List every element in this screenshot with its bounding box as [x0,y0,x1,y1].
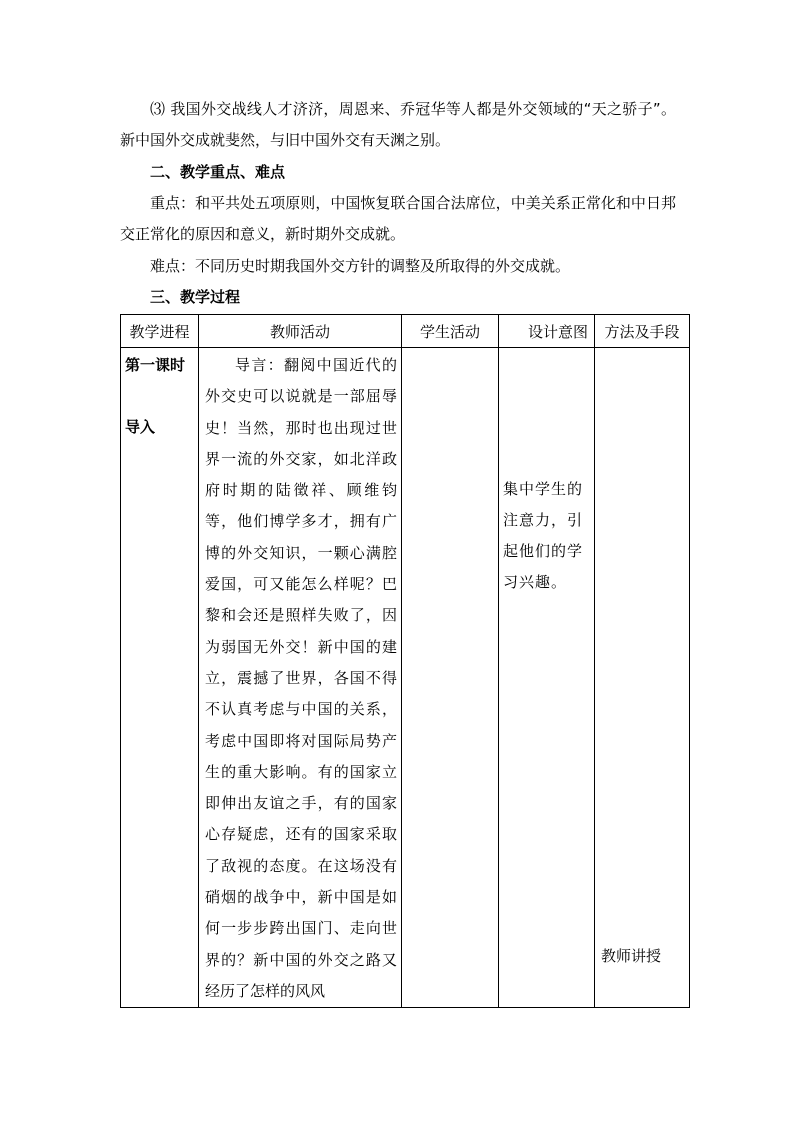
stage-cell [121,348,199,1008]
section-heading-process: 三、教学过程 [150,288,241,306]
teaching-process-table [120,314,690,1008]
header-student: 学生活动 [402,315,499,348]
student-cell [402,348,499,1008]
stage-part-label: 导入 [125,418,156,436]
method-cell [595,348,690,1008]
focus-paragraph: 重点：和平共处五项原则，中国恢复联合国合法席位，中美关系正常化和中日邦交正常化的原因和意义，新时期外交成就。 [120,194,676,243]
method-text: 教师讲授 [601,947,662,965]
table-header-row [121,315,690,348]
difficulty-paragraph: 难点：不同历史时期我国外交方针的调整及所取得的外交成就。 [150,257,571,275]
intro-paragraph: ⑶ 我国外交战线人才济济，周恩来、乔冠华等人都是外交领域的“天之骄子”。新中国外交成就斐然，与旧中国外交有天渊之别。 [120,100,676,149]
header-stage: 教学进程 [121,315,199,348]
teacher-cell [199,348,402,1008]
table-row [121,348,690,1008]
header-method: 方法及手段 [595,315,690,348]
design-intent-text: 集中学生的注意力，引起他们的学习兴趣。 [503,480,584,591]
header-design: 设计意图 [499,315,595,348]
design-cell [499,348,595,1008]
stage-lesson-label: 第一课时 [125,356,186,374]
header-teacher: 教师活动 [199,315,402,348]
teacher-activity-text: 导言：翻阅中国近代的外交史可以说就是一部屈辱史！当然，那时也出现过世界一流的外交家，如北洋政府时期的陆徵祥、顾维钧等，他们博学多才，拥有广博的外交知识，一颗心满腔爱国，可又能怎么样呢？巴黎和会还是照样失败了，因为弱国无外交！新中国的建立，震撼了世界，各国不得不认真考虑与中国的关系，考虑中国即将对国际局势产生的重大影响。有的国家立即伸出友谊之手，有的国家心存疑虑，还有的国家采取了敌视的态度。在这场没有硝烟的战争中，新中国是如何一步步跨出国门、走向世界的？新中国的外交之路又经历了怎样的风风 [205,356,397,1000]
section-heading-focus: 二、教学重点、难点 [150,163,286,181]
